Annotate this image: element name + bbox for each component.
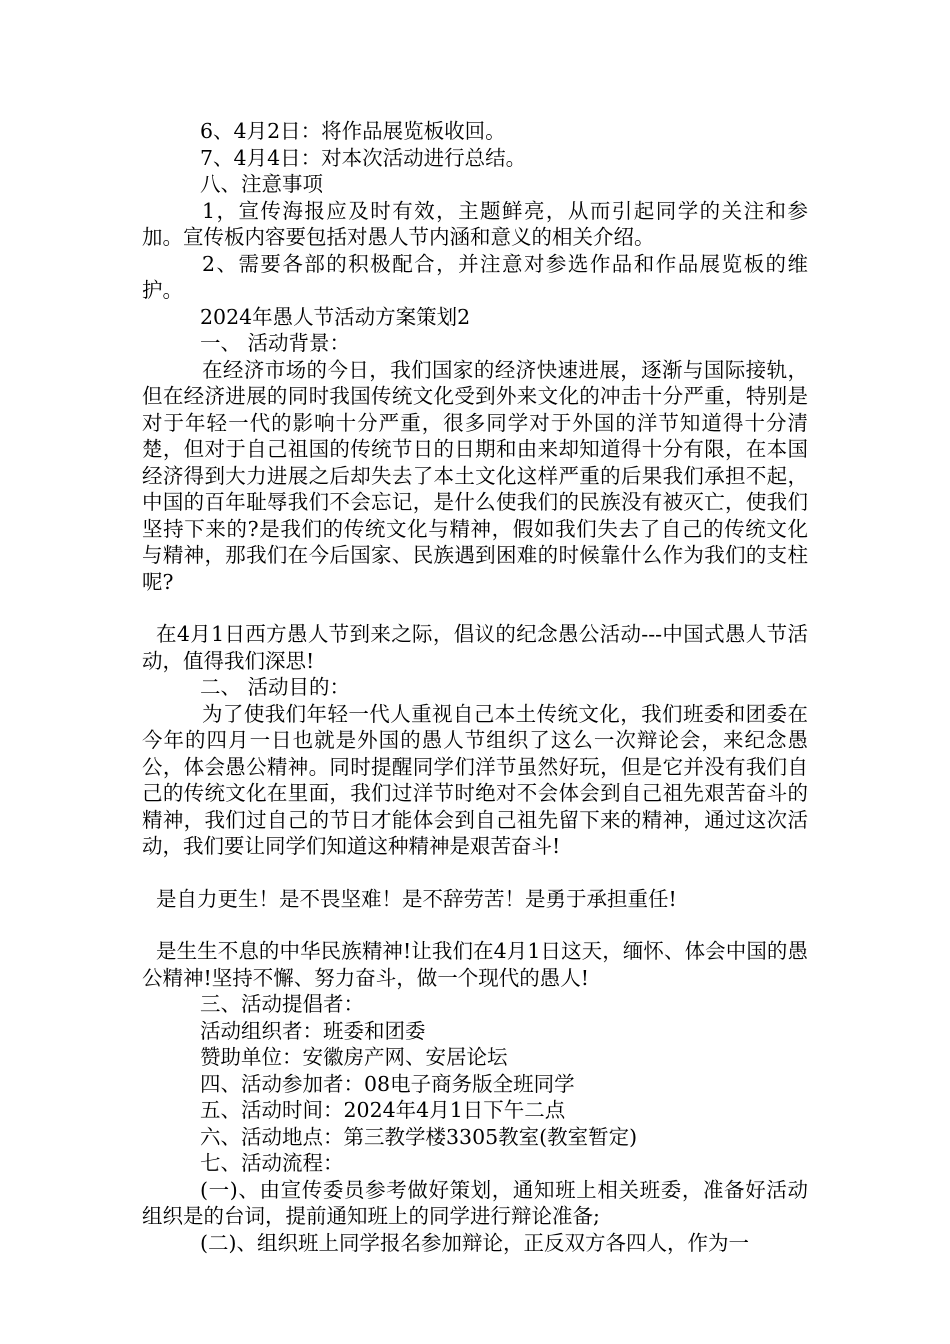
- paragraph: 7、4月4日：对本次活动进行总结。: [200, 145, 527, 170]
- section-heading: 五、活动时间：2024年4月1日下午二点: [200, 1098, 566, 1122]
- paragraph: 为了使我们年轻一代人重视自己本土传统文化，我们班委和团委在今年的四月一日也就是外国的愚人节组织了这么一次辩论会，来纪念愚公，体会愚公精神。同时提醒同学们洋节虽然好玩，但是它并没有我们自己的传统文化在里面，我们过洋节时绝对不会体会到自己祖先艰苦奋斗的精神，我们过自己的节日才能体会到自己祖先留下来的精神，通过这次活动，我们要让同学们知道这种精神是艰苦奋斗!: [142, 701, 808, 858]
- section-heading: 八、注意事项: [200, 172, 323, 196]
- paragraph: 在4月1日西方愚人节到来之际，倡议的纪念愚公活动---中国式愚人节活动，值得我们深思!: [142, 622, 808, 673]
- paragraph: 赞助单位：安徽房产网、安居论坛: [200, 1045, 508, 1069]
- paragraph: 6、4月2日：将作品展览板收回。: [200, 119, 506, 143]
- section-heading: 二、 活动目的：: [200, 675, 351, 699]
- section-heading: 三、活动提倡者：: [200, 992, 364, 1016]
- paragraph: 活动组织者：班委和团委: [200, 1018, 426, 1043]
- paragraph: 是生生不息的中华民族精神!让我们在4月1日这天，缅怀、体会中国的愚公精神!坚持不懈、努力奋斗，做一个现代的愚人!: [142, 939, 808, 990]
- section-heading: 六、活动地点：第三教学楼3305教室(教室暂定): [200, 1124, 638, 1149]
- document-title: 2024年愚人节活动方案策划2: [200, 304, 471, 329]
- paragraph: 2、需要各部的积极配合，并注意对参选作品和作品展览板的维护。: [142, 251, 808, 302]
- paragraph: (一)、由宣传委员参考做好策划，通知班上相关班委，准备好活动组织是的台词，提前通知班上的同学进行辩论准备;: [142, 1177, 808, 1228]
- paragraph: 在经济市场的今日，我们国家的经济快速进展，逐渐与国际接轨，但在经济进展的同时我国传统文化受到外来文化的冲击十分严重，特别是对于年轻一代的影响十分严重，很多同学对于外国的洋节知道得十分清楚，但对于自己祖国的传统节日的日期和由来却知道得十分有限，在本国经济得到大力进展之后却失去了本土文化这样严重的后果我们承担不起，中国的百年耻辱我们不会忘记，是什么使我们的民族没有被灭亡，使我们坚持下来的?是我们的传统文化与精神，假如我们失去了自己的传统文化与精神，那我们在今后国家、民族遇到困难的时候靠什么作为我们的支柱呢?: [142, 357, 808, 594]
- section-heading: 七、活动流程：: [200, 1151, 344, 1175]
- section-heading: 一、 活动背景：: [200, 331, 351, 355]
- paragraph: 是自力更生！是不畏坚难！是不辞劳苦！是勇于承担重任!: [156, 886, 677, 911]
- section-heading: 四、活动参加者：08电子商务版全班同学: [200, 1071, 575, 1096]
- blank-line: [142, 860, 808, 886]
- paragraph: (二)、组织班上同学报名参加辩论，正反双方各四人，作为一: [200, 1230, 749, 1255]
- document-body: [142, 118, 808, 1256]
- paragraph: 1，宣传海报应及时有效，主题鲜亮，从而引起同学的关注和参加。宣传板内容要包括对愚人节内涵和意义的相关介绍。: [142, 198, 808, 249]
- blank-line: [142, 595, 808, 621]
- blank-line: [142, 912, 808, 938]
